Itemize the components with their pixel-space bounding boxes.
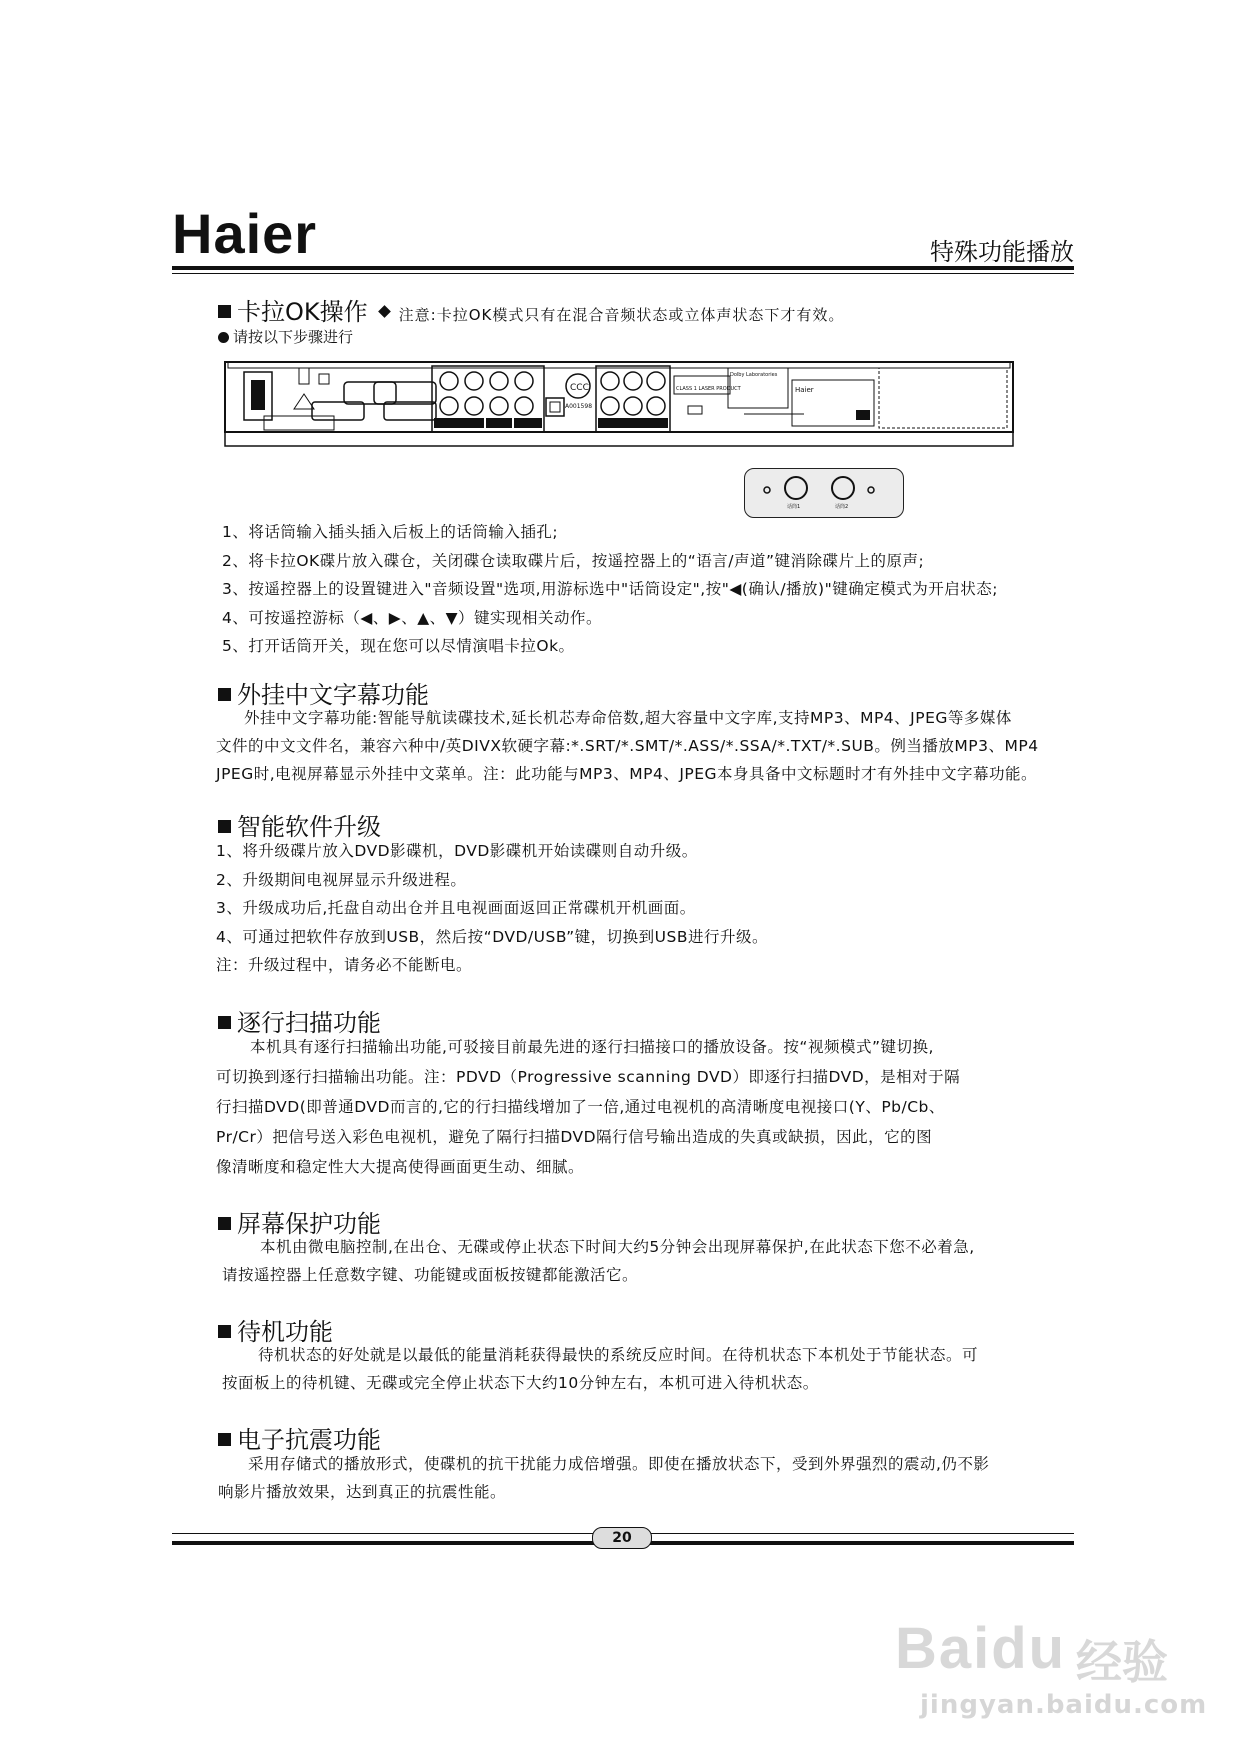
karaoke-steps: [222, 518, 998, 661]
rear-panel-diagram: [224, 354, 1014, 449]
bullet-dot-icon: [218, 332, 229, 343]
brand-logo: Haier: [172, 202, 318, 265]
paragraph-line: 文件的中文文件名，兼容六种中/英DIVX软硬字幕:*.SRT/*.SMT/*.ASS/*.SSA/*.TXT/*.SUB。例当播放MP3、MP4: [216, 737, 1039, 755]
watermark-url: jingyan.baidu.com: [920, 1690, 1208, 1720]
bullet-square-icon: [218, 1217, 231, 1230]
paragraph-line: 按面板上的待机键、无碟或完全停止状态下大约10分钟左右，本机可进入待机状态。: [222, 1374, 819, 1392]
antishock-title: 电子抗震功能: [237, 1426, 381, 1454]
bullet-square-icon: [218, 305, 231, 318]
mic-label-2: 话筒2: [835, 504, 849, 510]
paragraph-line: Pr/Cr）把信号送入彩色电视机，避免了隔行扫描DVD隔行信号输出造成的失真或缺损，因此，它的图: [216, 1128, 933, 1146]
svg-text:CCC: CCC: [570, 383, 589, 393]
ccc-code: A001598: [565, 403, 593, 410]
screensaver-body: [222, 1233, 975, 1289]
list-item: 1、将话筒输入插头插入后板上的话筒输入插孔;: [222, 523, 559, 541]
mic-jack-panel: [744, 468, 904, 518]
list-item: 2、升级期间电视屏显示升级进程。: [216, 870, 467, 889]
upgrade-title: 智能软件升级: [237, 813, 381, 841]
header-rule: [172, 266, 1074, 270]
list-item: 5、打开话筒开关，现在您可以尽情演唱卡拉Ok。: [222, 637, 575, 655]
antishock-body: [218, 1450, 989, 1506]
laser-label: CLASS 1 LASER PRODUCT: [676, 386, 741, 392]
paragraph-line: 行扫描DVD(即普通DVD而言的,它的行扫描线增加了一倍,通过电视机的高清晰度电视接口(Y、Pb/Cb、: [216, 1098, 945, 1116]
model-brand: Haier: [795, 386, 814, 394]
subtitle-title: 外挂中文字幕功能: [237, 681, 429, 709]
bullet-square-icon: [218, 820, 231, 833]
bullet-square-icon: [218, 1016, 231, 1029]
karaoke-note: 注意:卡拉OK模式只有在混合音频状态或立体声状态下才有效。: [398, 306, 845, 324]
list-item: 注：升级过程中，请务必不能断电。: [216, 956, 473, 974]
paragraph-line: 可切换到逐行扫描输出功能。注：PDVD（Progressive scanning DVD）即逐行扫描DVD，是相对于隔: [216, 1068, 961, 1086]
list-item: 3、按遥控器上的设置键进入"音频设置"选项,用游标选中"话筒设定",按"◀(确认/播放)"键确定模式为开启状态;: [222, 580, 998, 598]
list-item: 1、将升级碟片放入DVD影碟机，DVD影碟机开始读碟则自动升级。: [216, 842, 698, 860]
paragraph-line: 请按遥控器上任意数字键、功能键或面板按键都能激活它。: [222, 1266, 639, 1284]
paragraph-line: 响影片播放效果，达到真正的抗震性能。: [218, 1483, 507, 1501]
karaoke-title: 卡拉OK操作: [237, 298, 368, 326]
paragraph-line: 采用存储式的播放形式，使碟机的抗干扰能力成倍增强。即使在播放状态下，受到外界强烈的震动,仍不影: [248, 1455, 990, 1473]
paragraph-line: 本机具有逐行扫描输出功能,可驳接目前最先进的逐行扫描接口的播放设备。按“视频模式”键切换,: [250, 1038, 934, 1056]
subtitle-body: [216, 704, 1039, 788]
bullet-square-icon: [218, 1433, 231, 1446]
watermark-cn: 经验: [1076, 1635, 1168, 1689]
list-item: 3、升级成功后,托盘自动出仓并且电视画面返回正常碟机开机画面。: [216, 899, 696, 917]
upgrade-list: [216, 837, 768, 980]
karaoke-subtitle: [218, 326, 353, 347]
paragraph-line: 待机状态的好处就是以最低的能量消耗获得最快的系统反应时间。在待机状态下本机处于节能状态。可: [258, 1346, 979, 1364]
karaoke-sub-text: 请按以下步骤进行: [233, 328, 354, 346]
progressive-body: [216, 1032, 960, 1182]
diamond-icon: [378, 305, 391, 318]
bullet-square-icon: [218, 1325, 231, 1338]
progressive-title: 逐行扫描功能: [237, 1009, 381, 1037]
dolby-label: Dolby Laboratories: [730, 372, 778, 378]
section-title-karaoke: [218, 292, 844, 327]
standby-body: [222, 1341, 978, 1397]
page-number: 20: [592, 1527, 652, 1549]
list-item: 4、可通过把软件存放到USB，然后按“DVD/USB”键，切换到USB进行升级。: [216, 927, 768, 946]
paragraph-line: JPEG时,电视屏幕显示外挂中文菜单。注：此功能与MP3、MP4、JPEG本身具备中文标题时才有外挂中文字幕功能。: [216, 765, 1038, 783]
page-header-title: 特殊功能播放: [930, 238, 1074, 266]
watermark-logo: Baidu: [895, 1616, 1067, 1681]
mic-label-1: 话筒1: [787, 504, 801, 510]
paragraph-line: 本机由微电脑控制,在出仓、无碟或停止状态下时间大约5分钟会出现屏幕保护,在此状态下您不必着急,: [260, 1238, 975, 1256]
list-item: 2、将卡拉OK碟片放入碟仓，关闭碟仓读取碟片后，按遥控器上的“语言/声道”键消除碟片上的原声;: [222, 551, 925, 570]
screensaver-title: 屏幕保护功能: [237, 1210, 381, 1238]
bullet-square-icon: [218, 688, 231, 701]
list-item: 4、可按遥控游标（◀、▶、▲、▼）键实现相关动作。: [222, 608, 603, 627]
paragraph-line: 像清晰度和稳定性大大提高使得画面更生动、细腻。: [216, 1158, 585, 1176]
header-rule-thin: [172, 273, 1074, 274]
paragraph-line: 外挂中文字幕功能:智能导航读碟技术,延长机芯寿命倍数,超大容量中文字库,支持MP3、MP4、JPEG等多媒体: [244, 709, 1012, 727]
standby-title: 待机功能: [237, 1318, 333, 1346]
